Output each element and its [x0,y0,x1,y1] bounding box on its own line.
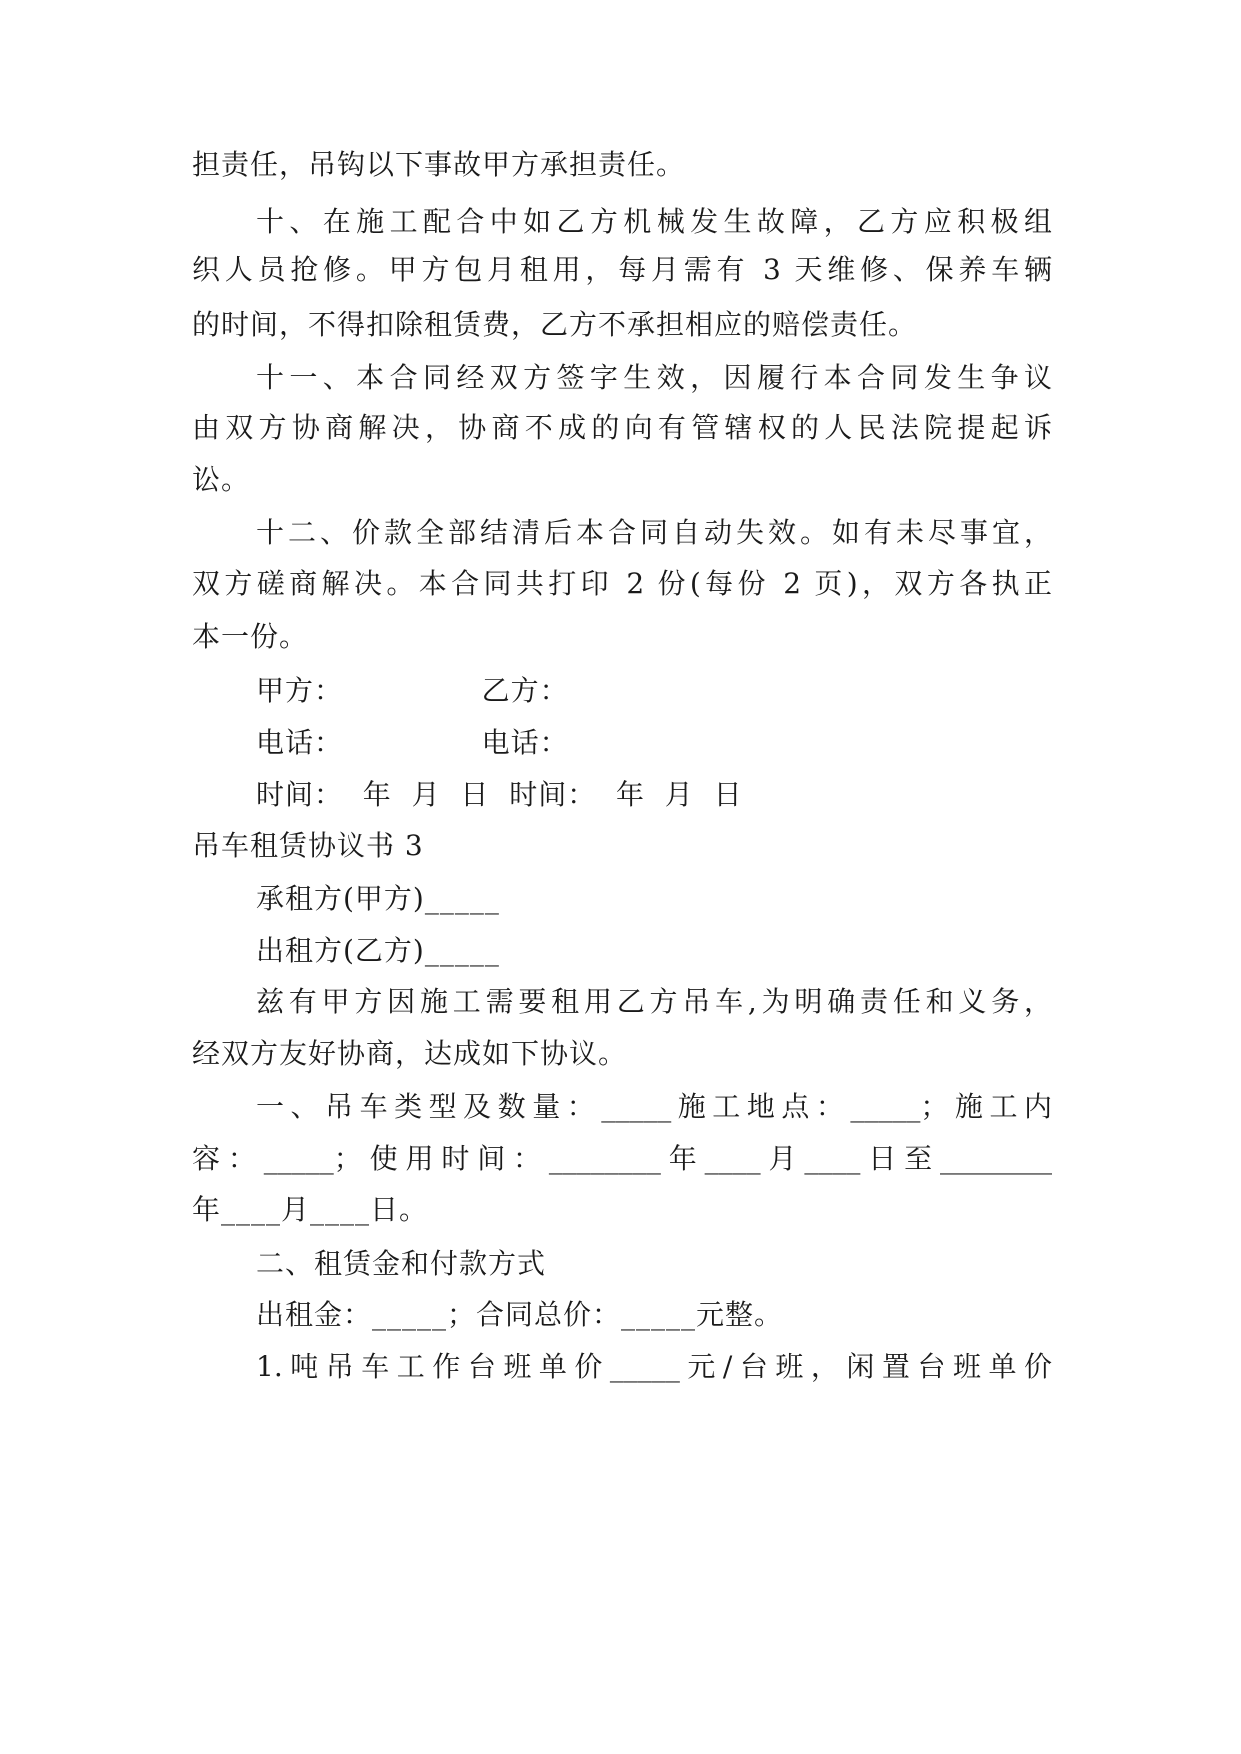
text-line: 本一份。 [192,620,309,653]
text-line: 经双方友好协商，达成如下协议。 [192,1037,628,1070]
text-line: 由双方协商解决，协商不成的向有管辖权的人民法院提起诉 [192,411,1052,444]
preamble-line: 兹有甲方因施工需要租用乙方吊车,为明确责任和义务， [256,985,1052,1018]
article-1-line: 一、吊车类型及数量：_____施工地点：_____；施工内 [256,1090,1052,1123]
clause-10-line: 十、在施工配合中如乙方机械发生故障，乙方应积极组 [256,205,1052,238]
party-line: 甲方： 乙方： [256,674,569,707]
date-line: 时间： 年 月 日 时间： 年 月 日 [256,778,743,811]
text-line: 担责任，吊钩以下事故甲方承担责任。 [192,148,686,181]
phone-line: 电话： 电话： [256,726,569,759]
lessor-line: 出租方(乙方)_____ [256,934,500,967]
clause-12-line: 十二、价款全部结清后本合同自动失效。如有未尽事宜， [256,516,1052,549]
text-line: 双方磋商解决。本合同共打印 2 份(每份 2 页)，双方各执正 [192,567,1052,600]
rent-line: 出租金：_____；合同总价：_____元整。 [256,1298,784,1331]
clause-11-line: 十一、本合同经双方签字生效，因履行本合同发生争议 [256,361,1052,394]
text-line: 的时间，不得扣除租赁费，乙方不承担相应的赔偿责任。 [192,308,918,341]
lessee-line: 承租方(甲方)_____ [256,882,500,915]
unit-price-line: 1.吨吊车工作台班单价_____元/台班，闲置台班单价 [256,1350,1052,1383]
article-2-heading: 二、租赁金和付款方式 [256,1247,547,1280]
text-line: 年____月____日。 [192,1193,429,1226]
text-line: 织人员抢修。甲方包月租用，每月需有 3 天维修、保养车辆 [192,253,1052,286]
agreement-title: 吊车租赁协议书 3 [192,829,424,862]
text-line: 容：_____；使用时间：________年____月____日至________ [192,1142,1052,1175]
text-line: 讼。 [192,463,251,496]
